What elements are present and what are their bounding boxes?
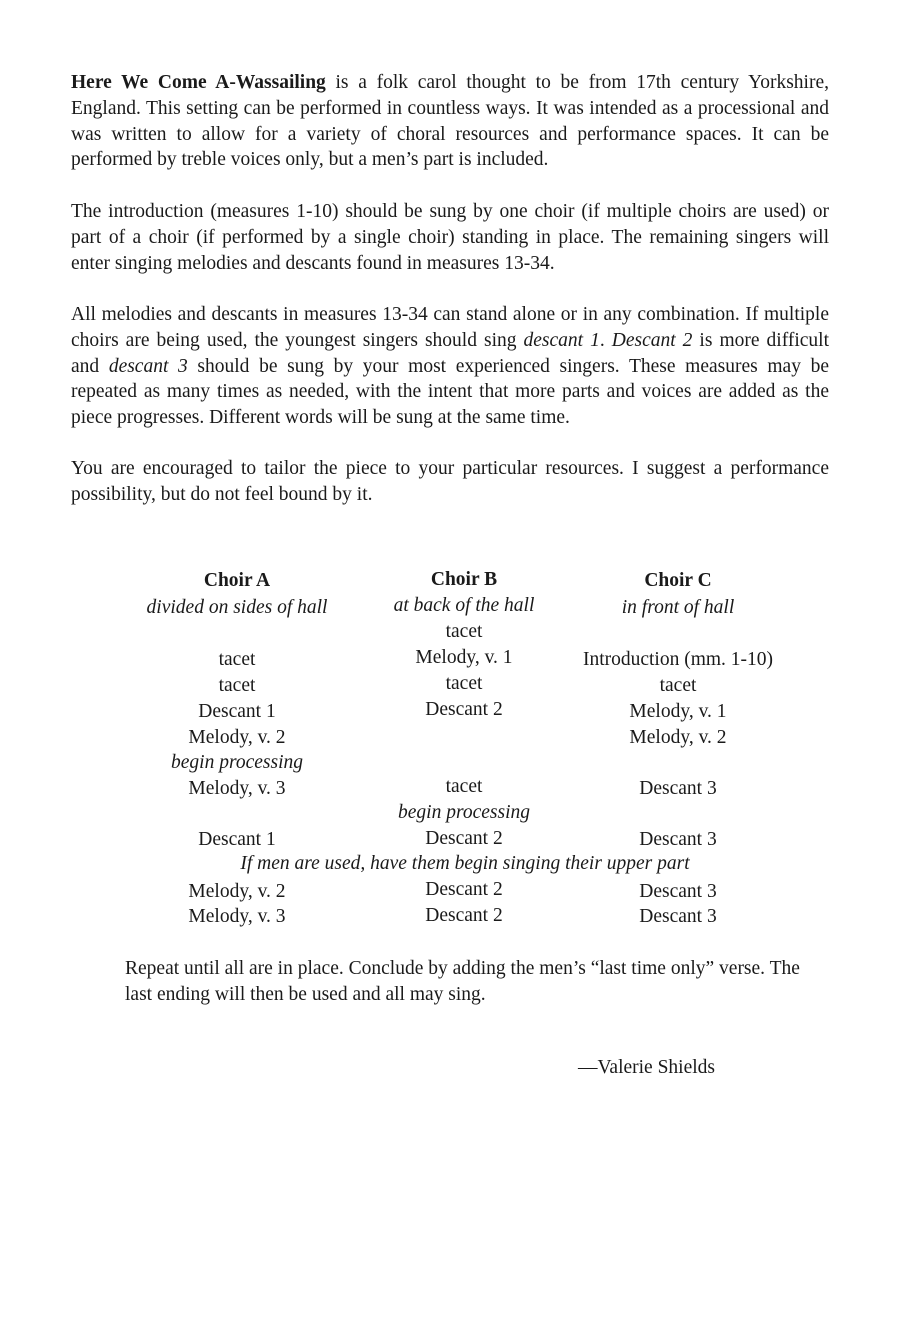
paragraph-intro (71, 70, 829, 173)
choir-a-cell: Melody, v. 3 (188, 778, 286, 799)
choir-c-cell: Melody, v. 1 (629, 701, 727, 722)
choir-a-cell: Melody, v. 2 (188, 881, 286, 902)
choir-c-subheader: in front of hall (621, 597, 735, 618)
choir-a-cell: Melody, v. 2 (188, 727, 286, 748)
paragraph-tailor: You are encouraged to tailor the piece to your particular resources. I suggest a performance possibility, but do not feel bound by it. (71, 458, 829, 505)
p3-text-a: All melodies and descants in measures 13-34 can stand alone or in any combination. If multiple choirs are being used, the youngest singers should sing (71, 304, 829, 351)
signature: —Valerie Shields (578, 1057, 716, 1078)
piece-title: Here We Come A-Wassailing (71, 72, 326, 93)
p3-descant-1: descant 1 (523, 329, 600, 351)
choir-c-cell: Melody, v. 2 (629, 727, 727, 748)
p3-descant-2: Descant 2 (611, 329, 693, 351)
choir-b-cell: Descant 2 (425, 828, 503, 849)
paragraph-intro-text: is a folk carol thought to be from 17th century Yorkshire, England. This setting can be performed in countless ways. It was intended as a processional and was written to allow for a variety of choral resources and performance spaces. It can be performed by treble voices only, but a men’s part is included. (71, 72, 829, 171)
choir-c-cell: Descant 3 (639, 829, 717, 850)
choir-c-header: Choir C (644, 570, 712, 591)
choir-b-cell: tacet (445, 621, 483, 642)
choir-c-cell: Descant 3 (639, 881, 717, 902)
choir-a-cell: Descant 1 (198, 829, 276, 850)
paragraph-melodies-descants (71, 302, 829, 431)
choir-c-cell: tacet (659, 675, 697, 696)
choir-b-cell: Melody, v. 1 (415, 647, 513, 668)
choir-b-cell: Descant 2 (425, 879, 503, 900)
choir-a-cell: tacet (218, 675, 256, 696)
choir-a-cell: begin processing (171, 752, 303, 773)
closing-paragraph: Repeat until all are in place. Conclude by adding the men’s “last time only” verse. The last ending will then be used and all may sing. (125, 958, 800, 1005)
choir-b-cell: Descant 2 (425, 699, 503, 720)
choir-a-cell: Descant 1 (198, 701, 276, 722)
p3-descant-3: descant 3 (108, 355, 188, 377)
choir-b-cell: tacet (445, 673, 483, 694)
choir-b-subheader: at back of the hall (393, 595, 535, 616)
p3-text-e: is more difficult and (71, 329, 829, 377)
choir-c-cell: Introduction (mm. 1-10) (582, 649, 774, 670)
choir-b-cell: begin processing (398, 802, 530, 823)
choir-a-cell: tacet (218, 649, 256, 670)
choir-b-cell: tacet (445, 776, 483, 797)
choir-c-cell: Descant 3 (639, 778, 717, 799)
choir-a-cell: Melody, v. 3 (188, 906, 286, 927)
choir-a-header: Choir A (203, 570, 271, 591)
p3-text-c: . (599, 329, 612, 351)
choir-b-cell: Descant 2 (425, 905, 503, 926)
men-note: If men are used, have them begin singing their upper part (240, 853, 690, 874)
choir-b-header: Choir B (430, 569, 498, 590)
p3-text-g: should be sung by your most experienced singers. These measures may be repeated as many times as needed, with the intent that more parts and voices are added as the piece progresses. Different words will be sung at the same time. (71, 355, 829, 429)
paragraph-introduction-measures: The introduction (measures 1-10) should be sung by one choir (if multiple choirs are used) or part of a choir (if performed by a single choir) standing in place. The remaining singers will enter singing melodies and descants found in measures 13-34. (71, 201, 829, 274)
choir-a-subheader: divided on sides of hall (146, 597, 328, 618)
choir-c-cell: Descant 3 (639, 906, 717, 927)
